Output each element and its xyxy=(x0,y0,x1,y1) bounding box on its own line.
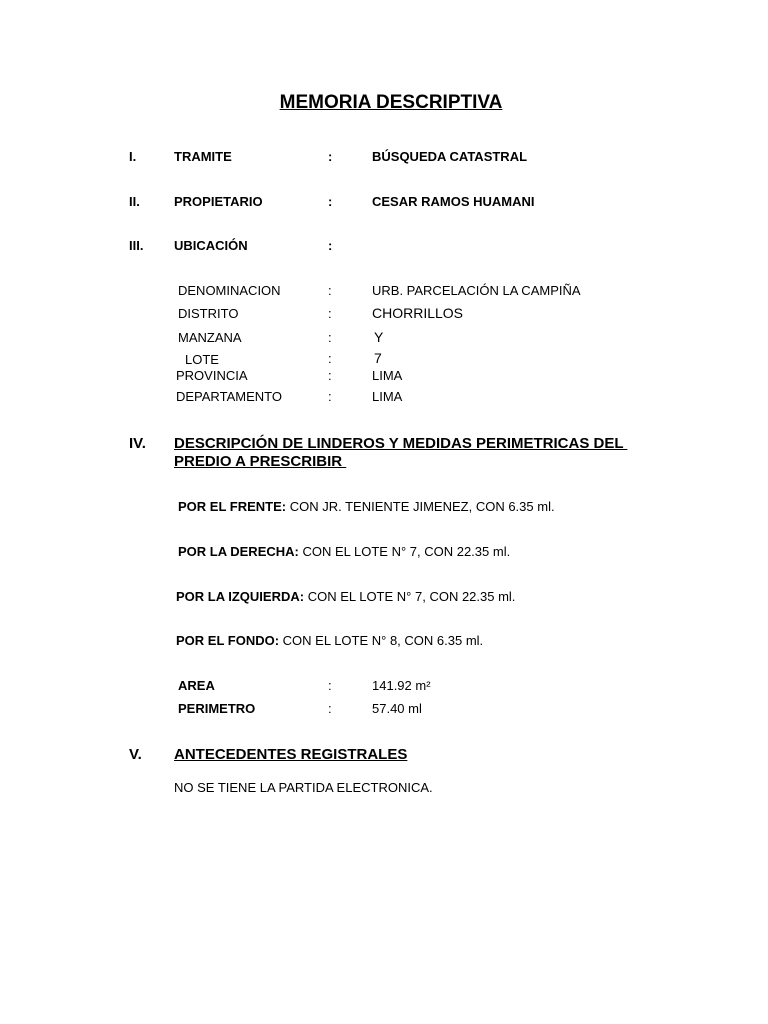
denominacion-label: DENOMINACION xyxy=(178,283,281,298)
lindero-text: CON EL LOTE N° 7, CON 22.35 ml. xyxy=(304,589,516,604)
lindero-label: POR EL FONDO: xyxy=(176,633,280,648)
tramite-label: TRAMITE xyxy=(174,149,232,164)
linderos-heading-cont: PREDIO A PRESCRIBIR xyxy=(174,453,347,470)
lindero-frente xyxy=(178,499,555,514)
manzana-value: Y xyxy=(374,329,384,345)
separator: : xyxy=(328,678,332,693)
page-title: MEMORIA DESCRIPTIVA xyxy=(279,92,503,113)
separator: : xyxy=(328,238,333,253)
lindero-fondo xyxy=(176,633,483,648)
distrito-label: DISTRITO xyxy=(178,306,239,321)
separator: : xyxy=(328,368,332,383)
area-label: AREA xyxy=(178,678,215,693)
lote-value: 7 xyxy=(374,350,382,366)
lindero-izquierda xyxy=(176,589,515,604)
section-number: V. xyxy=(129,746,142,763)
separator: : xyxy=(328,351,332,366)
lindero-label: POR LA DERECHA: xyxy=(178,544,299,559)
provincia-label: PROVINCIA xyxy=(176,368,248,383)
departamento-label: DEPARTAMENTO xyxy=(176,389,282,404)
ubicacion-label: UBICACIÓN xyxy=(174,238,248,253)
separator: : xyxy=(328,306,332,321)
separator: : xyxy=(328,149,333,164)
distrito-value: CHORRILLOS xyxy=(372,305,464,321)
lindero-text: CON JR. TENIENTE JIMENEZ, CON 6.35 ml. xyxy=(286,499,555,514)
lindero-text: CON EL LOTE N° 8, CON 6.35 ml. xyxy=(279,633,484,648)
lindero-label: POR LA IZQUIERDA: xyxy=(176,589,305,604)
separator: : xyxy=(328,701,332,716)
separator: : xyxy=(328,330,332,345)
section-number: IV. xyxy=(129,435,146,452)
separator: : xyxy=(328,389,332,404)
section-number: III. xyxy=(129,238,144,253)
lote-label: LOTE xyxy=(185,352,219,367)
lindero-label: POR EL FRENTE: xyxy=(178,499,287,514)
area-value: 141.92 m² xyxy=(372,678,431,693)
manzana-label: MANZANA xyxy=(178,330,242,345)
provincia-value: LIMA xyxy=(372,368,403,383)
linderos-heading: DESCRIPCIÓN DE LINDEROS Y MEDIDAS PERIMETRICAS DEL xyxy=(174,435,628,452)
propietario-label: PROPIETARIO xyxy=(174,194,263,209)
propietario-value: CESAR RAMOS HUAMANI xyxy=(372,194,535,209)
separator: : xyxy=(328,283,332,298)
antecedentes-text: NO SE TIENE LA PARTIDA ELECTRONICA. xyxy=(174,780,433,795)
section-number: I. xyxy=(129,149,137,164)
antecedentes-heading: ANTECEDENTES REGISTRALES xyxy=(174,746,408,763)
section-number: II. xyxy=(129,194,140,209)
denominacion-value: URB. PARCELACIÓN LA CAMPIÑA xyxy=(372,283,581,298)
departamento-value: LIMA xyxy=(372,389,403,404)
lindero-text: CON EL LOTE N° 7, CON 22.35 ml. xyxy=(298,544,511,559)
perimetro-value: 57.40 ml xyxy=(372,701,422,716)
perimetro-label: PERIMETRO xyxy=(178,701,256,716)
tramite-value: BÚSQUEDA CATASTRAL xyxy=(372,149,528,164)
lindero-derecha xyxy=(178,544,510,559)
separator: : xyxy=(328,194,333,209)
